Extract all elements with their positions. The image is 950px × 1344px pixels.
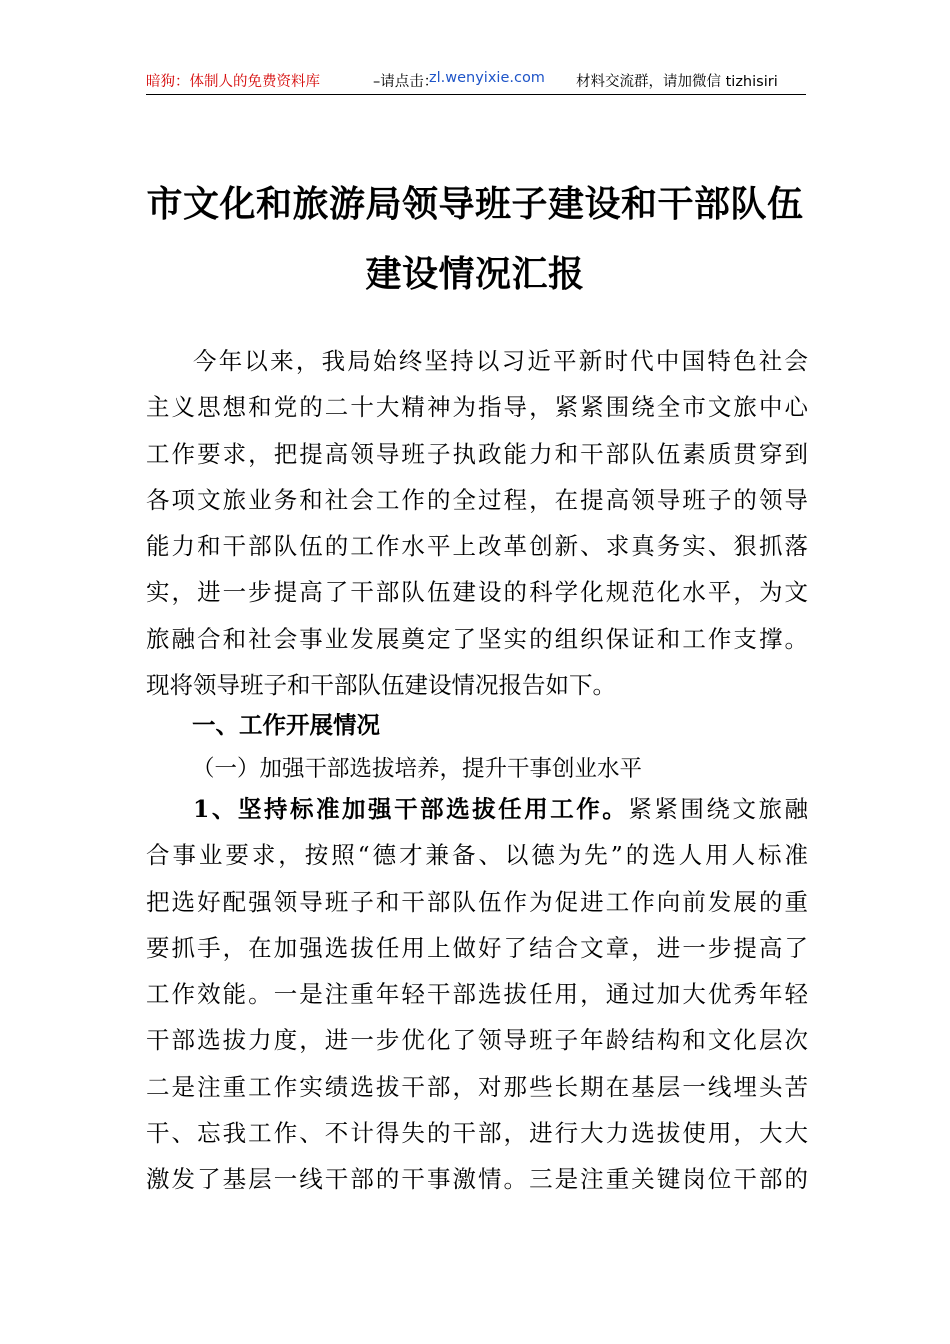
item1-paragraph <box>146 786 808 1203</box>
item-bold-lead: 1、坚持标准加强干部选拔任用工作。 <box>193 795 629 823</box>
paragraph-line: 干、忘我工作、不计得失的干部，进行大力选拔使用，大大 <box>146 1119 808 1148</box>
subsection-heading-1: （一）加强干部选拔培养，提升干事创业水平 <box>192 756 643 782</box>
paragraph-line: 今年以来，我局始终坚持以习近平新时代中国特色社会 <box>193 347 808 375</box>
section-heading-1: 一、工作开展情况 <box>192 711 380 739</box>
item-first-line-rest: 紧紧围绕文旅融 <box>628 795 808 823</box>
paragraph-line: 工作效能。一是注重年轻干部选拔任用，通过加大优秀年轻 <box>146 980 808 1009</box>
header-ad-text[interactable]: 暗狗：体制人的免费资料库 <box>146 74 320 90</box>
paragraph-line: 各项文旅业务和社会工作的全过程，在提高领导班子的领导 <box>146 485 808 514</box>
paragraph-line: 实，进一步提高了干部队伍建设的科学化规范化水平，为文 <box>146 578 808 607</box>
paragraph-line: 把选好配强领导班子和干部队伍作为促进工作向前发展的重 <box>146 887 808 916</box>
paragraph-line: 干部选拔力度，进一步优化了领导班子年龄结构和文化层次 <box>146 1026 808 1055</box>
document-title-line-2: 建设情况汇报 <box>365 253 585 295</box>
document-title-line-1: 市文化和旅游局领导班子建设和干部队伍 <box>146 183 804 225</box>
paragraph-line: 合事业要求，按照“德才兼备、以德为先”的选人用人标准 <box>146 841 808 870</box>
paragraph-line: 工作要求，把提高领导班子执政能力和干部队伍素质贯穿到 <box>146 439 808 468</box>
paragraph-line: 二是注重工作实绩选拔干部，对那些长期在基层一线埋头苦 <box>146 1072 808 1101</box>
paragraph-line <box>146 786 808 832</box>
paragraph-line: 要抓手，在加强选拔任用上做好了结合文章，进一步提高了 <box>146 933 808 962</box>
paragraph-line: 现将领导班子和干部队伍建设情况报告如下。 <box>146 671 616 700</box>
paragraph-line: 旅融合和社会事业发展奠定了坚实的组织保证和工作支撑。 <box>146 624 808 653</box>
paragraph-line: 主义思想和党的二十大精神为指导，紧紧围绕全市文旅中心 <box>146 393 808 422</box>
paragraph-line: 激发了基层一线干部的干事激情。三是注重关键岗位干部的 <box>146 1165 808 1194</box>
paragraph-line: 能力和干部队伍的工作水平上改革创新、求真务实、狠抓落 <box>146 532 808 561</box>
header-click-prompt: –请点击： <box>373 74 439 90</box>
document-header <box>146 66 806 95</box>
header-url-link[interactable]: zl.wenyixie.com <box>429 70 545 86</box>
intro-paragraph <box>146 338 808 708</box>
header-wechat-note: 材料交流群，请加微信 tizhisiri <box>576 74 778 90</box>
